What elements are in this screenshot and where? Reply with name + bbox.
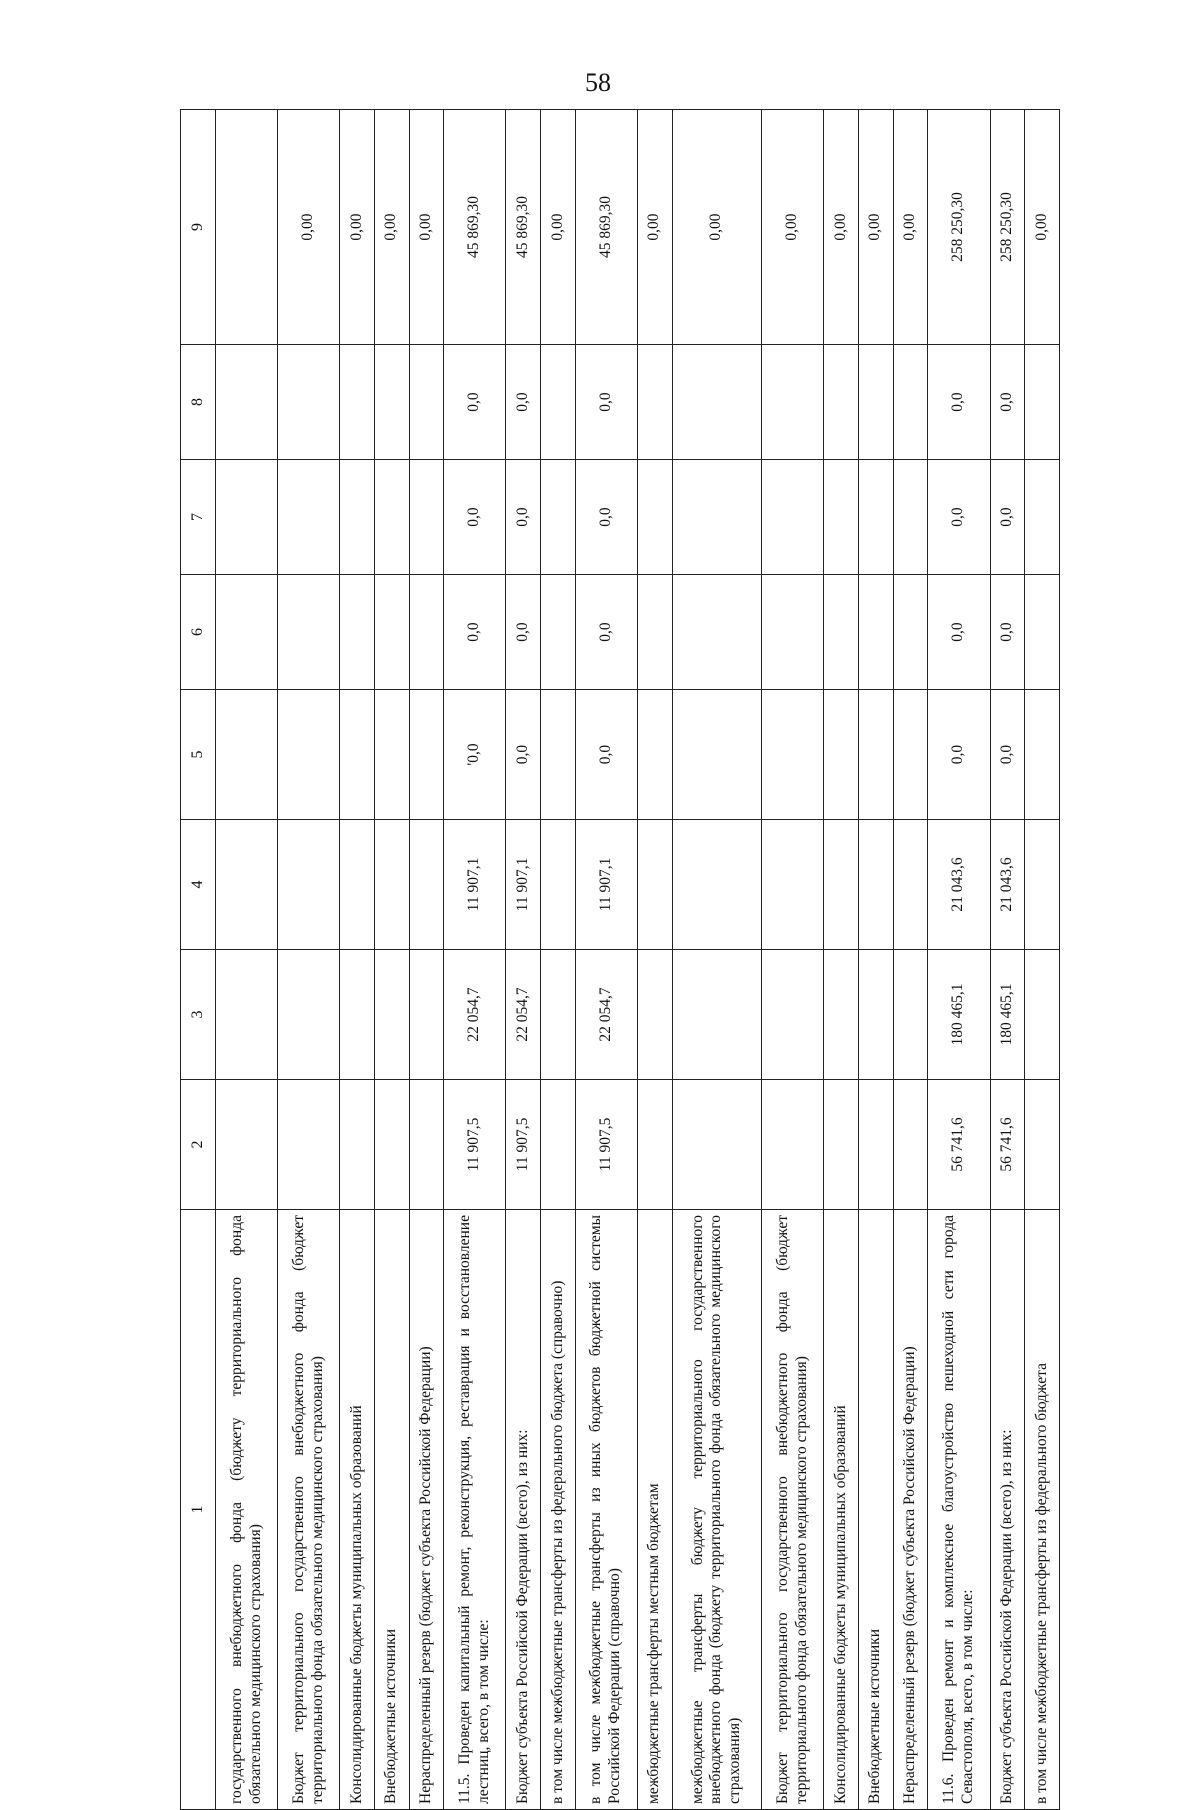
- cell-c3: [216, 950, 278, 1080]
- cell-c7: [859, 460, 894, 575]
- cell-c7: 0,0: [575, 460, 637, 575]
- cell-c8: [824, 345, 859, 460]
- cell-c2: [893, 1080, 928, 1210]
- column-header: 9: [181, 110, 216, 345]
- cell-c8: [541, 345, 576, 460]
- cell-c8: [340, 345, 375, 460]
- cell-c8: [637, 345, 672, 460]
- cell-c2: [278, 1080, 340, 1210]
- cell-c6: [824, 575, 859, 690]
- cell-c9: 45 869,30: [506, 110, 541, 345]
- column-header: 8: [181, 345, 216, 460]
- cell-c4: [672, 820, 762, 950]
- row-label: межбюджетные трансферты бюджету территориального государственного внебюджетного фонда (бюджету территориального фонда обязательного медицинского страхования): [672, 1210, 762, 1810]
- column-header: 6: [181, 575, 216, 690]
- cell-c5: [859, 690, 894, 820]
- cell-c9: 0,00: [409, 110, 444, 345]
- table-row: [444, 110, 506, 1810]
- budget-table: [180, 109, 1060, 1810]
- row-label: межбюджетные трансферты местным бюджетам: [637, 1210, 672, 1810]
- cell-c2: [824, 1080, 859, 1210]
- cell-c2: [859, 1080, 894, 1210]
- table-row: [893, 110, 928, 1810]
- cell-c6: [541, 575, 576, 690]
- cell-c3: [278, 950, 340, 1080]
- cell-c5: '0,0: [444, 690, 506, 820]
- table-row: [859, 110, 894, 1810]
- cell-c4: 21 043,6: [928, 820, 990, 950]
- cell-c7: 0,0: [928, 460, 990, 575]
- column-header: 3: [181, 950, 216, 1080]
- cell-c7: 0,0: [506, 460, 541, 575]
- row-label: Консолидированные бюджеты муниципальных образований: [824, 1210, 859, 1810]
- cell-c6: 0,0: [575, 575, 637, 690]
- table-row: [672, 110, 762, 1810]
- cell-c5: [541, 690, 576, 820]
- cell-c6: [893, 575, 928, 690]
- cell-c5: [672, 690, 762, 820]
- column-header: 2: [181, 1080, 216, 1210]
- cell-c9: [216, 110, 278, 345]
- cell-c3: [672, 950, 762, 1080]
- cell-c5: [374, 690, 409, 820]
- table-row: [1025, 110, 1060, 1810]
- table-row: [216, 110, 278, 1810]
- cell-c7: [762, 460, 824, 575]
- cell-c3: [1025, 950, 1060, 1080]
- cell-c3: [340, 950, 375, 1080]
- cell-c7: [278, 460, 340, 575]
- cell-c5: [637, 690, 672, 820]
- cell-c5: [824, 690, 859, 820]
- table-row: [409, 110, 444, 1810]
- cell-c3: [824, 950, 859, 1080]
- cell-c5: 0,0: [575, 690, 637, 820]
- cell-c3: 22 054,7: [506, 950, 541, 1080]
- table-row: [637, 110, 672, 1810]
- cell-c3: [637, 950, 672, 1080]
- cell-c9: 0,00: [637, 110, 672, 345]
- row-label: в том числе межбюджетные трансферты из федерального бюджета: [1025, 1210, 1060, 1810]
- cell-c7: [672, 460, 762, 575]
- cell-c9: 0,00: [762, 110, 824, 345]
- cell-c9: 0,00: [278, 110, 340, 345]
- row-label: в том числе межбюджетные трансферты из иных бюджетов бюджетной системы Российской Федерации (справочно): [575, 1210, 637, 1810]
- row-label: Внебюджетные источники: [859, 1210, 894, 1810]
- column-header: 7: [181, 460, 216, 575]
- cell-c7: 0,0: [990, 460, 1025, 575]
- cell-c2: 56 741,6: [990, 1080, 1025, 1210]
- cell-c5: [216, 690, 278, 820]
- cell-c6: [278, 575, 340, 690]
- cell-c9: 0,00: [893, 110, 928, 345]
- cell-c9: 0,00: [541, 110, 576, 345]
- cell-c5: [1025, 690, 1060, 820]
- row-label: Бюджет территориального государственного внебюджетного фонда (бюджет территориального фонда обязательного медицинского страхования): [762, 1210, 824, 1810]
- cell-c8: [216, 345, 278, 460]
- cell-c7: [637, 460, 672, 575]
- cell-c4: [278, 820, 340, 950]
- cell-c7: [893, 460, 928, 575]
- column-header: 5: [181, 690, 216, 820]
- cell-c3: 22 054,7: [444, 950, 506, 1080]
- row-label: 11.6. Проведен ремонт и комплексное благоустройство пешеходной сети города Севастополя, всего, в том числе:: [928, 1210, 990, 1810]
- cell-c9: 45 869,30: [575, 110, 637, 345]
- table-row: [762, 110, 824, 1810]
- cell-c3: 22 054,7: [575, 950, 637, 1080]
- cell-c4: [541, 820, 576, 950]
- table-body: [216, 110, 1060, 1810]
- cell-c6: 0,0: [990, 575, 1025, 690]
- cell-c2: [216, 1080, 278, 1210]
- cell-c5: 0,0: [506, 690, 541, 820]
- row-label: Консолидированные бюджеты муниципальных образований: [340, 1210, 375, 1810]
- cell-c9: 0,00: [374, 110, 409, 345]
- cell-c6: [1025, 575, 1060, 690]
- cell-c7: [1025, 460, 1060, 575]
- cell-c9: 258 250,30: [990, 110, 1025, 345]
- cell-c3: [374, 950, 409, 1080]
- cell-c8: [409, 345, 444, 460]
- table-row: [541, 110, 576, 1810]
- row-label: 11.5. Проведен капитальный ремонт, реконструкция, реставрация и восстановление лестниц, всего, в том числе:: [444, 1210, 506, 1810]
- cell-c4: [762, 820, 824, 950]
- page-number: 58: [585, 68, 611, 97]
- cell-c6: [409, 575, 444, 690]
- cell-c6: [762, 575, 824, 690]
- cell-c4: [824, 820, 859, 950]
- cell-c8: 0,0: [575, 345, 637, 460]
- cell-c6: 0,0: [506, 575, 541, 690]
- table-row: [340, 110, 375, 1810]
- cell-c4: [374, 820, 409, 950]
- cell-c9: 0,00: [824, 110, 859, 345]
- cell-c5: [762, 690, 824, 820]
- cell-c4: [859, 820, 894, 950]
- row-label: Бюджет субъекта Российской Федерации (всего), из них:: [506, 1210, 541, 1810]
- row-label: в том числе межбюджетные трансферты из федерального бюджета (справочно): [541, 1210, 576, 1810]
- cell-c5: [340, 690, 375, 820]
- cell-c6: 0,0: [928, 575, 990, 690]
- cell-c7: [340, 460, 375, 575]
- cell-c3: 180 465,1: [990, 950, 1025, 1080]
- cell-c3: [859, 950, 894, 1080]
- cell-c2: [409, 1080, 444, 1210]
- table-row: [278, 110, 340, 1810]
- row-label: государственного внебюджетного фонда (бюджету территориального фонда обязательного медицинского страхования): [216, 1210, 278, 1810]
- cell-c2: [374, 1080, 409, 1210]
- cell-c6: [672, 575, 762, 690]
- cell-c8: [278, 345, 340, 460]
- table-row: [575, 110, 637, 1810]
- cell-c4: [409, 820, 444, 950]
- cell-c5: 0,0: [990, 690, 1025, 820]
- cell-c2: [541, 1080, 576, 1210]
- cell-c8: [893, 345, 928, 460]
- cell-c8: [859, 345, 894, 460]
- cell-c4: [893, 820, 928, 950]
- cell-c2: 11 907,5: [575, 1080, 637, 1210]
- cell-c6: [637, 575, 672, 690]
- cell-c9: 0,00: [340, 110, 375, 345]
- cell-c4: [1025, 820, 1060, 950]
- cell-c2: [637, 1080, 672, 1210]
- cell-c7: 0,0: [444, 460, 506, 575]
- table-row: [824, 110, 859, 1810]
- cell-c2: 56 741,6: [928, 1080, 990, 1210]
- cell-c6: [859, 575, 894, 690]
- cell-c4: 11 907,1: [444, 820, 506, 950]
- cell-c8: [1025, 345, 1060, 460]
- cell-c8: 0,0: [990, 345, 1025, 460]
- cell-c4: 11 907,1: [575, 820, 637, 950]
- cell-c4: 11 907,1: [506, 820, 541, 950]
- row-label: Бюджет территориального государственного внебюджетного фонда (бюджет территориального фонда обязательного медицинского страхования): [278, 1210, 340, 1810]
- table-row: [928, 110, 990, 1810]
- cell-c8: 0,0: [928, 345, 990, 460]
- table-row: [374, 110, 409, 1810]
- column-header: 4: [181, 820, 216, 950]
- cell-c2: 11 907,5: [506, 1080, 541, 1210]
- column-number-header-row: [181, 110, 216, 1810]
- cell-c7: [541, 460, 576, 575]
- cell-c3: [541, 950, 576, 1080]
- cell-c8: 0,0: [444, 345, 506, 460]
- table-row: [506, 110, 541, 1810]
- row-label: Внебюджетные источники: [374, 1210, 409, 1810]
- cell-c9: 0,00: [672, 110, 762, 345]
- cell-c4: [637, 820, 672, 950]
- cell-c2: 11 907,5: [444, 1080, 506, 1210]
- cell-c5: 0,0: [928, 690, 990, 820]
- cell-c3: 180 465,1: [928, 950, 990, 1080]
- cell-c8: [762, 345, 824, 460]
- cell-c9: 258 250,30: [928, 110, 990, 345]
- cell-c9: 45 869,30: [444, 110, 506, 345]
- cell-c2: [762, 1080, 824, 1210]
- cell-c3: [893, 950, 928, 1080]
- row-label: Нераспределенный резерв (бюджет субъекта Российской Федерации): [409, 1210, 444, 1810]
- cell-c6: [216, 575, 278, 690]
- cell-c8: [374, 345, 409, 460]
- cell-c7: [374, 460, 409, 575]
- cell-c4: [340, 820, 375, 950]
- cell-c9: 0,00: [1025, 110, 1060, 345]
- cell-c2: [340, 1080, 375, 1210]
- cell-c8: 0,0: [506, 345, 541, 460]
- cell-c7: [409, 460, 444, 575]
- row-label: Нераспределенный резерв (бюджет субъекта Российской Федерации): [893, 1210, 928, 1810]
- cell-c9: 0,00: [859, 110, 894, 345]
- cell-c5: [409, 690, 444, 820]
- cell-c4: 21 043,6: [990, 820, 1025, 950]
- cell-c7: [824, 460, 859, 575]
- cell-c6: 0,0: [444, 575, 506, 690]
- cell-c4: [216, 820, 278, 950]
- cell-c7: [216, 460, 278, 575]
- cell-c6: [340, 575, 375, 690]
- rotated-table-container: [180, 110, 1060, 1810]
- cell-c5: [893, 690, 928, 820]
- cell-c6: [374, 575, 409, 690]
- cell-c3: [409, 950, 444, 1080]
- cell-c2: [672, 1080, 762, 1210]
- row-label: Бюджет субъекта Российской Федерации (всего), из них:: [990, 1210, 1025, 1810]
- table-row: [990, 110, 1025, 1810]
- cell-c8: [672, 345, 762, 460]
- cell-c3: [762, 950, 824, 1080]
- column-header: 1: [181, 1210, 216, 1810]
- cell-c2: [1025, 1080, 1060, 1210]
- cell-c5: [278, 690, 340, 820]
